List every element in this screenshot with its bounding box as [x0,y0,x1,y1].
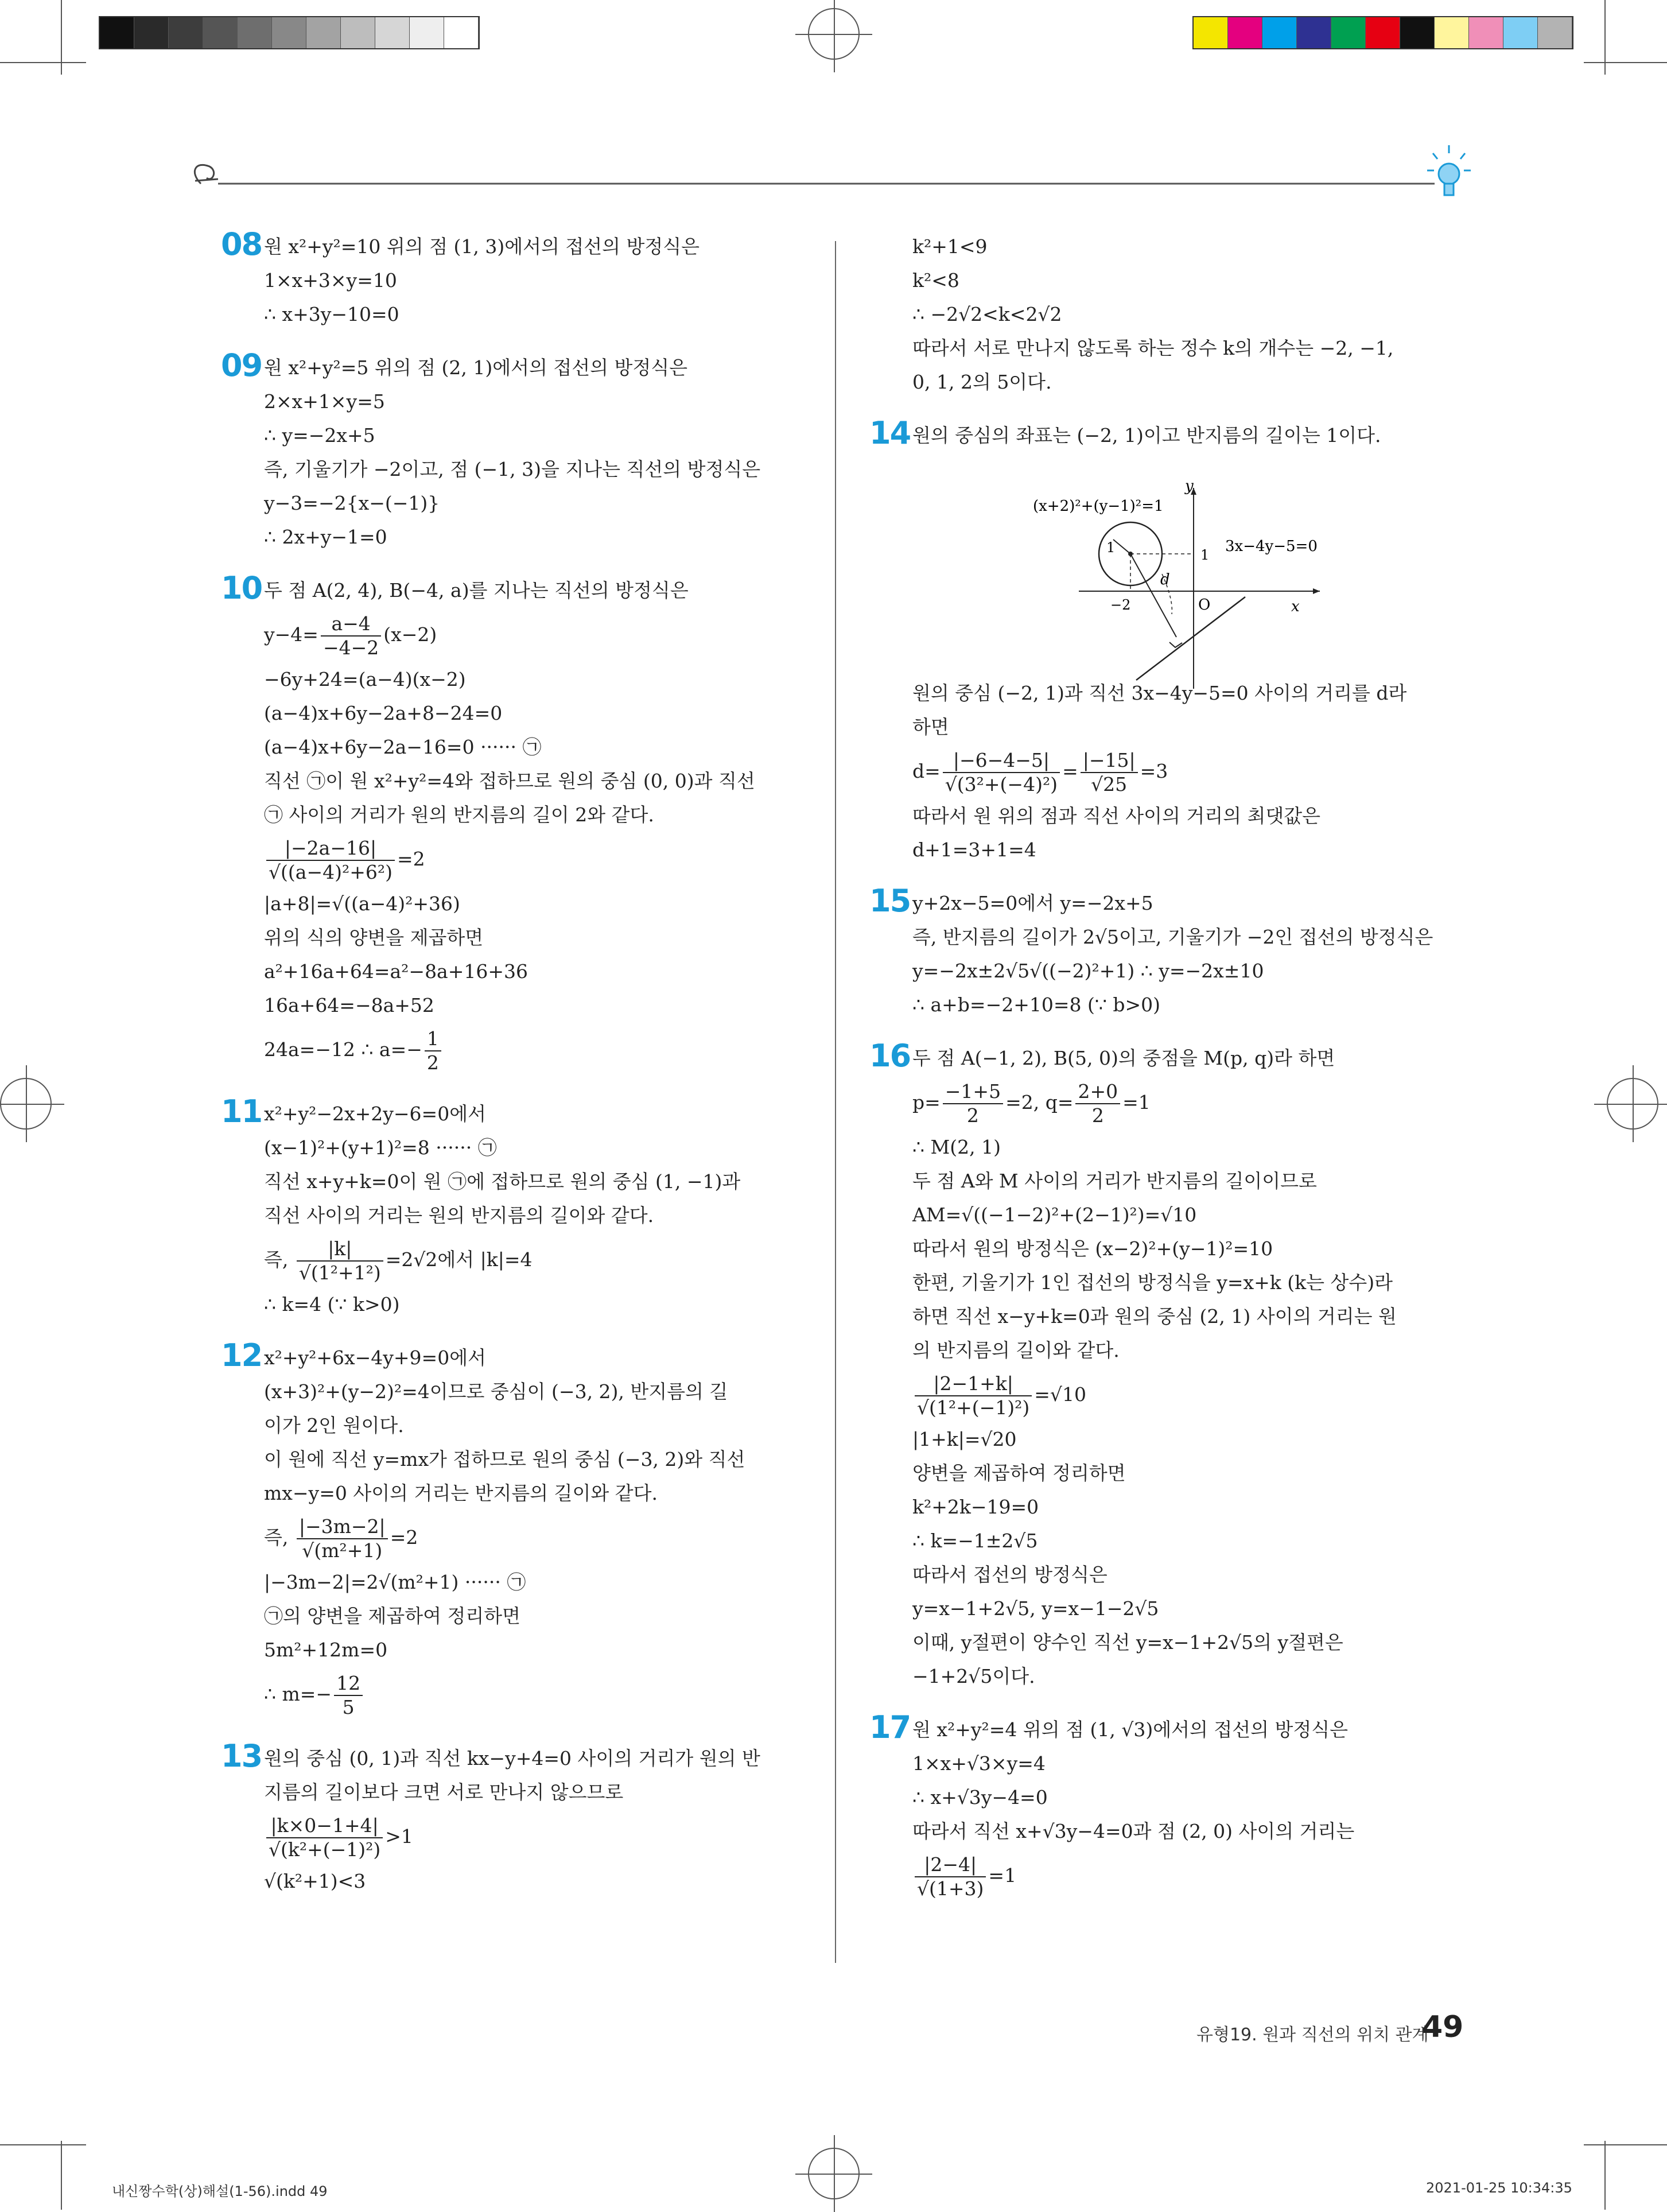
distance-label: d [1160,571,1170,588]
solution-line [264,1809,818,1864]
solution-line: 이가 2인 원이다. [264,1414,404,1437]
solution-line: 직선 사이의 거리는 원의 반지름의 길이와 같다. [264,1204,654,1227]
problem-number: 10 [221,570,262,606]
solution-line: a²+16a+64=a²−8a+16+36 [264,960,529,983]
math-den: 2 [426,1051,439,1074]
solution-line: y=−2x±2√5√((−2)²+1) ∴ y=−2x±10 [912,960,1264,982]
math-post: >1 [385,1825,413,1848]
solution-line: ∴ −2√2<k<2√2 [912,303,1062,325]
solution-line: 원 x²+y²=5 위의 점 (2, 1)에서의 접선의 방정식은 [264,356,687,379]
solution-line: 하면 직선 x−y+k=0과 원의 중심 (2, 1) 사이의 거리는 원 [912,1305,1397,1328]
origin-label: O [1198,596,1211,614]
lightbulb-icon [1426,141,1472,204]
fraction [915,1372,1032,1419]
crop-mark [1604,2141,1606,2210]
crop-mark [0,62,86,63]
solution-line [912,1367,1466,1422]
crop-mark [1584,2144,1667,2145]
solution-line: 원 x²+y²=4 위의 점 (1, √3)에서의 접선의 방정식은 [912,1718,1348,1741]
fraction [1081,749,1138,796]
solution-line: 원 x²+y²=10 위의 점 (1, 3)에서의 접선의 방정식은 [264,235,700,258]
problem-number: 11 [221,1093,262,1130]
fraction [915,1853,986,1900]
registration-mark-right [1607,1078,1658,1130]
problem-number: 15 [869,883,911,919]
math-num: 1 [425,1027,441,1051]
solution-line [264,1232,818,1287]
math-post: =2 [390,1526,418,1549]
math-den: −4−2 [322,637,379,659]
tick-label-1: 1 [1200,547,1210,563]
math-post: =2, q= [1005,1091,1074,1113]
math-num: 12 [334,1672,363,1696]
solution-line: −1+2√5이다. [912,1665,1035,1687]
problem-16 [869,1038,1466,1693]
math-pre: 24a=−12 ∴ a=− [264,1038,422,1061]
solution-line: ∴ k=−1±2√5 [912,1530,1038,1552]
problem-number: 12 [221,1337,262,1373]
page-number: 49 [1422,2010,1464,2044]
problem-13 [221,1738,818,1898]
solution-line: 직선 ㉠이 원 x²+y²=4와 접하므로 원의 중심 (0, 0)과 직선 [264,770,755,792]
solution-line: 지름의 길이보다 크면 서로 만나지 않으므로 [264,1781,624,1803]
solution-line: x²+y²−2x+2y−6=0에서 [264,1103,486,1125]
math-den: 2 [966,1104,979,1127]
math-pre: d= [912,760,941,782]
solution-line: ㉠ 사이의 거리가 원의 반지름의 길이 2와 같다. [264,804,654,826]
math-post: =√10 [1034,1383,1086,1406]
math-post: = [1062,760,1078,782]
solution-line: 한편, 기울기가 1인 접선의 방정식을 y=x+k (k는 상수)라 [912,1271,1393,1294]
solution-line [264,607,818,662]
crop-mark [0,2144,86,2145]
solution-line: ∴ a+b=−2+10=8 (∵ b>0) [912,994,1161,1016]
axis-label-x: x [1291,598,1300,615]
header-rule [184,155,1481,201]
file-name: 내신짱수학(상)해설(1-56).indd 49 [112,2183,328,2199]
math-num2: |−15| [1081,749,1138,773]
problem-15 [869,883,1466,1022]
math-post: =2 [397,848,425,870]
fraction [334,1672,363,1719]
color-strip [1192,16,1573,49]
solution-line: y−3=−2{x−(−1)} [264,492,440,514]
math-den2: √25 [1091,773,1128,795]
math-den: √(1+3) [917,1877,984,1900]
math-den: √(1²+1²) [298,1262,381,1284]
problem-number: 14 [869,415,911,451]
solution-line: 이 원에 직선 y=mx가 접하므로 원의 중심 (−3, 2)와 직선 [264,1448,745,1470]
fraction [297,1237,383,1284]
fraction [943,1080,1003,1127]
solution-line: ∴ 2x+y−1=0 [264,526,387,548]
solution-line [912,744,1466,799]
radius-label: 1 [1106,540,1116,556]
solution-line [264,832,818,887]
crop-mark [61,2141,62,2210]
solution-line: (a−4)x+6y−2a+8−24=0 [264,702,503,724]
solution-line: ㉠의 양변을 제곱하여 정리하면 [264,1605,521,1627]
solution-line: 원의 중심의 좌표는 (−2, 1)이고 반지름의 길이는 1이다. [912,424,1381,447]
math-num2: 2+0 [1075,1080,1120,1104]
crop-mark [1584,62,1667,63]
solution-line [264,1667,818,1722]
solution-line: 직선 x+y+k=0이 원 ㉠에 접하므로 원의 중심 (1, −1)과 [264,1170,741,1193]
solution-line: 따라서 서로 만나지 않도록 하는 정수 k의 개수는 −2, −1, [912,337,1394,359]
print-timestamp: 2021-01-25 10:34:35 [1426,2180,1572,2196]
math-post: =2√2에서 |k|=4 [385,1248,533,1271]
problem-cont [869,676,1466,867]
solution-line: √(k²+1)<3 [264,1870,366,1892]
solution-line: 양변을 제곱하여 정리하면 [912,1462,1126,1484]
solution-line: ∴ x+3y−10=0 [264,303,399,325]
solution-line [264,1510,818,1565]
solution-line: 1×x+3×y=10 [264,269,397,292]
solution-line: (x−1)²+(y+1)²=8 ······ ㉠ [264,1136,497,1159]
math-pre: 즉, [264,1248,294,1271]
grayscale-strip [99,16,480,49]
fraction [266,837,395,884]
solution-line: 2×x+1×y=5 [264,390,385,413]
solution-line: 두 점 A(−1, 2), B(5, 0)의 중점을 M(p, q)라 하면 [912,1047,1335,1069]
solution-line: 위의 식의 양변을 제곱하면 [264,926,484,949]
math-num: |2−4| [915,1853,986,1877]
math-num: −1+5 [943,1080,1003,1104]
solution-line: |−3m−2|=2√(m²+1) ······ ㉠ [264,1571,526,1593]
math-den: 5 [342,1696,355,1718]
tick-label-neg2: −2 [1110,597,1131,613]
circle-equation: (x+2)²+(y−1)²=1 [1033,498,1164,515]
problem-11 [221,1093,818,1321]
solution-line: k²+1<9 [912,235,988,258]
registration-mark-top [808,8,860,60]
math-post: =1 [988,1864,1017,1887]
math-den: √(1²+(−1)²) [917,1396,1030,1419]
problem-14 [869,415,1466,452]
section-title: 유형19. 원과 직선의 위치 관계 [1196,2025,1429,2045]
crop-mark [1604,0,1606,75]
solution-line: y=x−1+2√5, y=x−1−2√5 [912,1597,1159,1620]
math-den: √(k²+(−1)²) [269,1838,381,1861]
registration-mark-bottom [808,2148,860,2199]
solution-line: 5m²+12m=0 [264,1639,388,1661]
solution-line: 0, 1, 2의 5이다. [912,371,1052,393]
math-num: |−2a−16| [266,837,395,861]
fraction [321,612,381,659]
solution-line: 따라서 직선 x+√3y−4=0과 점 (2, 0) 사이의 거리는 [912,1820,1355,1842]
fraction [943,749,1060,796]
solution-line: |1+k|=√20 [912,1428,1017,1450]
solution-line: 16a+64=−8a+52 [264,994,434,1016]
problem-number: 17 [869,1709,911,1745]
fraction [425,1027,441,1074]
math-post2: =1 [1122,1091,1151,1113]
solution-line: k²+2k−19=0 [912,1496,1039,1518]
solution-line: |a+8|=√((a−4)²+36) [264,892,460,915]
column-divider [835,241,836,1963]
figure-circle-line [1021,476,1377,694]
fraction [297,1515,388,1562]
problem-cont [869,230,1466,399]
math-den2: 2 [1091,1104,1104,1127]
problem-09 [221,347,818,554]
solution-line: 하면 [912,716,949,738]
math-post: (x−2) [383,623,437,646]
solution-line: y+2x−5=0에서 y=−2x+5 [912,892,1153,914]
math-num: |−3m−2| [297,1515,388,1539]
solution-line: −6y+24=(a−4)(x−2) [264,668,466,690]
math-den: √(3²+(−4)²) [945,773,1058,795]
problem-number: 16 [869,1038,911,1074]
solution-line: 두 점 A와 M 사이의 거리가 반지름의 길이이므로 [912,1170,1317,1192]
solution-line: ∴ M(2, 1) [912,1136,1001,1158]
problem-08 [221,226,818,331]
solution-line: ∴ x+√3y−4=0 [912,1786,1048,1809]
crop-mark [61,0,62,75]
math-num: |k×0−1+4| [266,1814,383,1838]
registration-mark-left [0,1078,52,1130]
solution-line [912,1075,1466,1130]
solution-line [264,1022,818,1077]
solution-line [912,1848,1466,1903]
math-post2: =3 [1140,760,1168,782]
axis-label-y: y [1185,478,1194,495]
fraction [1075,1080,1120,1127]
solution-line: x²+y²+6x−4y+9=0에서 [264,1346,486,1369]
solution-line: 따라서 원 위의 점과 직선 사이의 거리의 최댓값은 [912,805,1320,827]
math-den: √((a−4)²+6²) [269,861,393,883]
math-num: |2−1+k| [915,1372,1032,1396]
solution-line: d+1=3+1=4 [912,839,1036,861]
solution-line: 이때, y절편이 양수인 직선 y=x−1+2√5의 y절편은 [912,1631,1343,1654]
solution-line: ∴ k=4 (∵ k>0) [264,1293,400,1315]
solution-line: (a−4)x+6y−2a−16=0 ······ ㉠ [264,736,542,758]
solution-line: mx−y=0 사이의 거리는 반지름의 길이와 같다. [264,1482,658,1504]
problem-10 [221,570,818,1077]
math-den: √(m²+1) [302,1539,383,1562]
problem-17 [869,1709,1466,1903]
solution-line: (x+3)²+(y−2)²=4이므로 중심이 (−3, 2), 반지름의 길 [264,1380,728,1403]
problem-number: 13 [221,1738,262,1774]
solution-line: 따라서 원의 방정식은 (x−2)²+(y−1)²=10 [912,1237,1273,1260]
solution-line: 따라서 접선의 방정식은 [912,1563,1108,1586]
problem-number: 08 [221,226,262,262]
line-equation: 3x−4y−5=0 [1225,538,1318,555]
math-num: |k| [297,1237,383,1262]
solution-line: AM=√((−1−2)²+(2−1)²)=√10 [912,1204,1197,1226]
solution-line: k²<8 [912,269,959,292]
solution-line: 1×x+√3×y=4 [912,1752,1046,1775]
problem-12 [221,1337,818,1722]
math-num: |−6−4−5| [943,749,1060,773]
solution-line: 즉, 반지름의 길이가 2√5이고, 기울기가 −2인 접선의 방정식은 [912,926,1433,948]
solution-line: 의 반지름의 길이와 같다. [912,1339,1120,1361]
solution-line: 원의 중심 (0, 1)과 직선 kx−y+4=0 사이의 거리가 원의 반 [264,1747,760,1769]
math-num: a−4 [321,612,381,637]
math-pre: 즉, [264,1526,294,1549]
problem-number: 09 [221,347,262,383]
solution-line: 두 점 A(2, 4), B(−4, a)를 지나는 직선의 방정식은 [264,579,689,601]
fraction [266,1814,383,1861]
left-column [221,226,818,1898]
solution-line: 원의 중심 (−2, 1)과 직선 3x−4y−5=0 사이의 거리를 d라 [912,682,1407,704]
solution-line: 즉, 기울기가 −2이고, 점 (−1, 3)을 지나는 직선의 방정식은 [264,458,761,480]
math-pre: ∴ m=− [264,1683,332,1705]
math-pre: p= [912,1091,941,1113]
solution-line: ∴ y=−2x+5 [264,424,375,447]
math-pre: y−4= [264,623,318,646]
